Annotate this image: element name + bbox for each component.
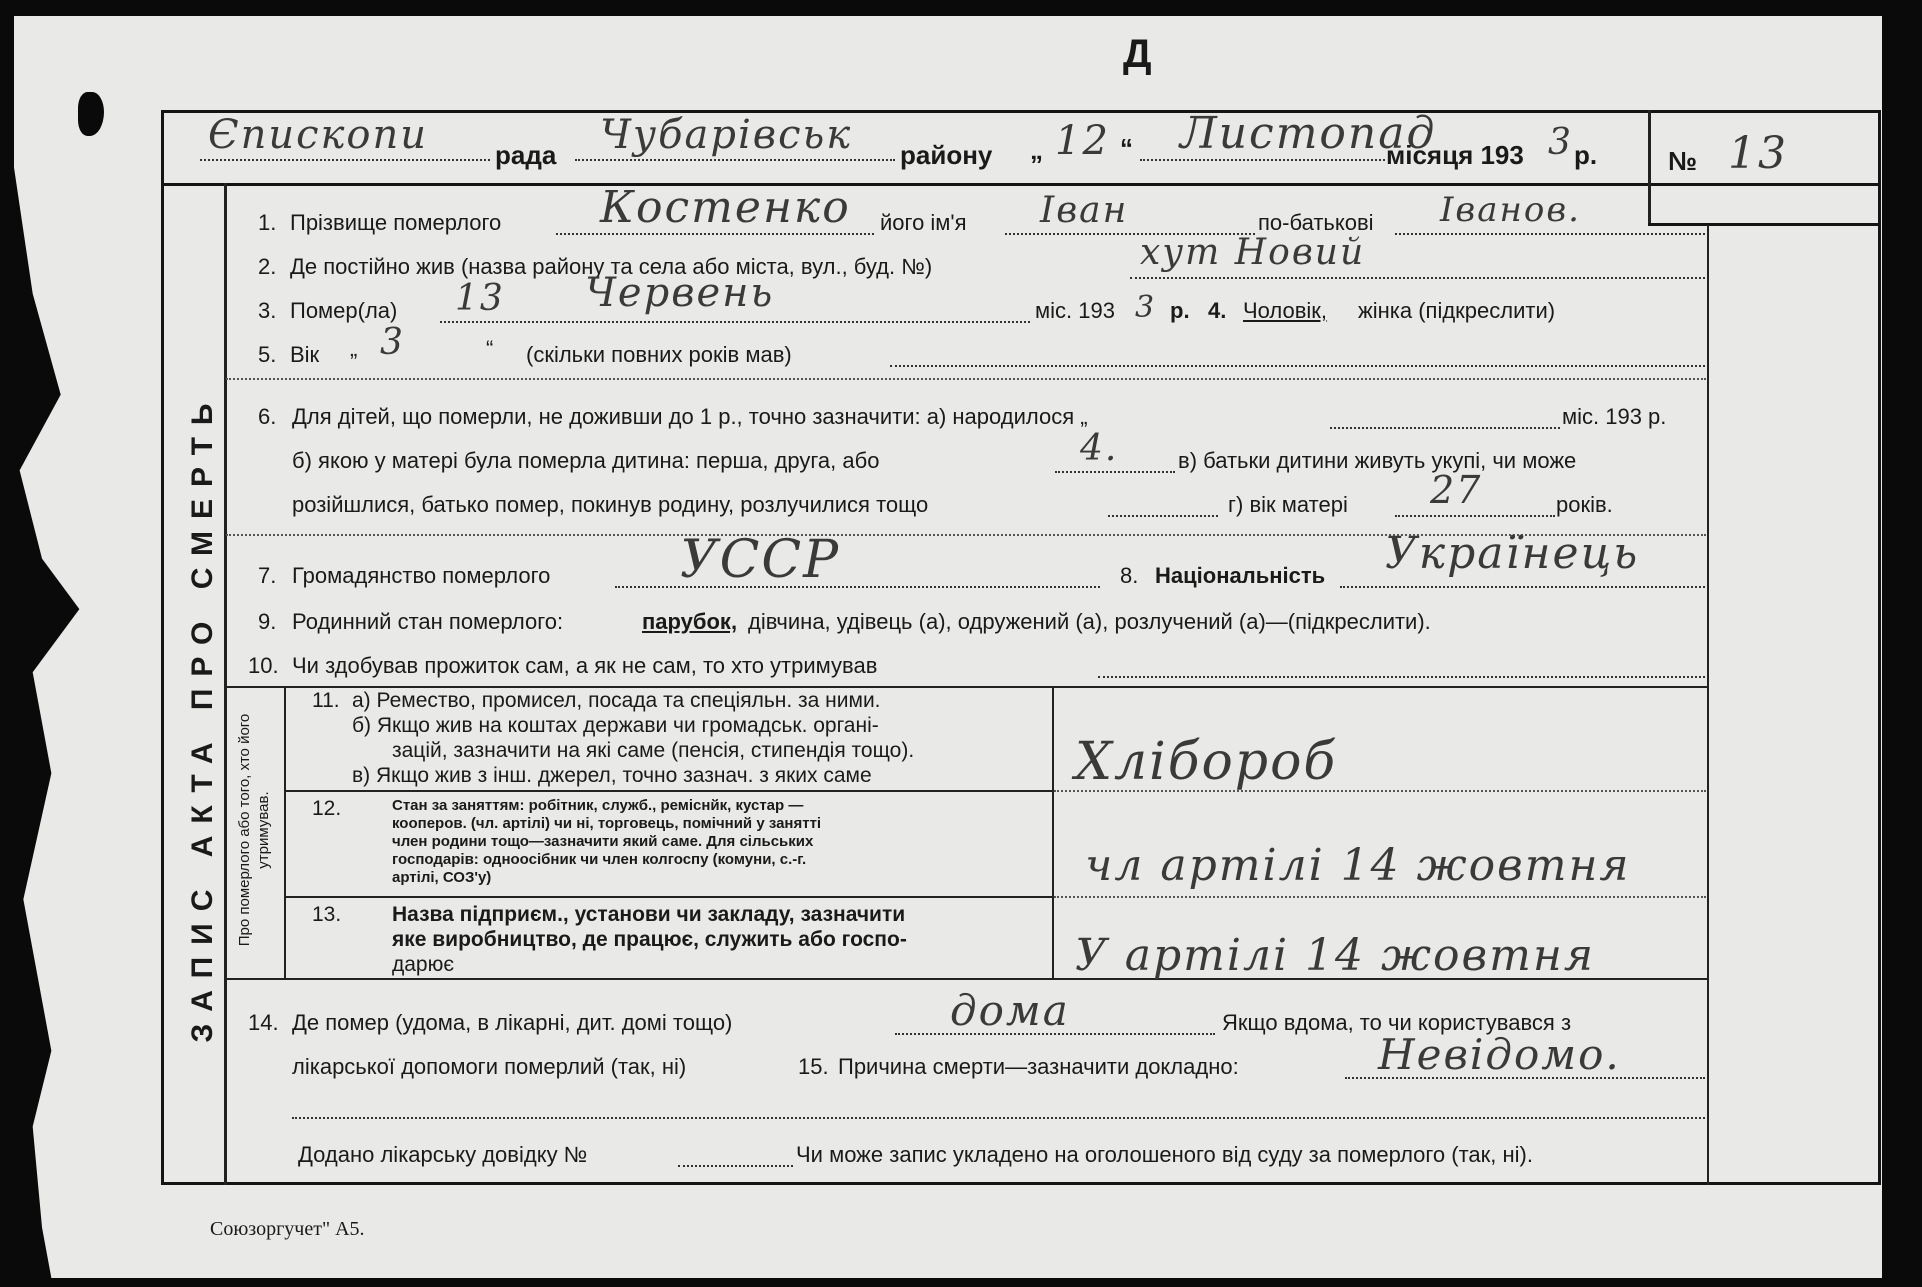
row6-dots-d [1395, 514, 1555, 517]
row1-hand-name: Іван [1040, 190, 1129, 231]
row14-rest: Якщо вдома, то чи користувався з [1222, 1010, 1572, 1035]
row6-line2a: б) якою у матері була померла дитина: перша, друга, або [292, 448, 880, 473]
row8-dots [1340, 585, 1705, 588]
row6-dots-b [1055, 470, 1175, 473]
row6-num: 6. [258, 404, 277, 429]
row1-hand-surname: Костенко [600, 182, 851, 233]
row4-num: 4. [1208, 298, 1227, 323]
row3-hand-month: Червень [585, 270, 775, 316]
blank-line [292, 1116, 1705, 1119]
row1-patr-label: по-батькові [1258, 210, 1374, 235]
table-mid-line [1052, 686, 1054, 978]
row9-num: 9. [258, 609, 277, 634]
row7-hand: УССР [680, 530, 841, 590]
row2-dots [1130, 276, 1705, 279]
row3-num: 3. [258, 298, 277, 323]
row6-line1: Для дітей, що померли, не доживши до 1 р., точно зазначити: а) народилося „ [292, 404, 1088, 429]
row3-label: Помер(ла) [290, 298, 398, 323]
divider-1 [226, 378, 1706, 380]
row13-hand: У артілі 14 жовтня [1075, 930, 1595, 981]
row5-rest: (скільки повних років мав) [526, 342, 792, 367]
row1-num: 1. [258, 210, 277, 235]
row15-num: 15. [798, 1054, 829, 1079]
row3-hand-day: 13 [455, 278, 505, 319]
row7-label: Громадянство померлого [292, 563, 551, 588]
side-title-text: ЗАПИС АКТА ПРО СМЕРТЬ [186, 391, 219, 1043]
right-inner-border [1707, 225, 1709, 1185]
row5-label: Вік [290, 342, 320, 367]
row8-num: 8. [1120, 563, 1139, 588]
row6-line1-end: міс. 193 р. [1562, 404, 1667, 429]
row12-l4: господарів: одноосібник чи член колгоспу (комуни, с.-г. [392, 851, 807, 868]
row2-label: Де постійно жив (назва району та села або міста, вул., буд. №) [290, 254, 933, 279]
row14-label: Де помер (удома, в лікарні, дит. домі тощо) [292, 1010, 733, 1035]
row14-hand: дома [950, 986, 1070, 1035]
row3-mis: міс. 193 [1035, 298, 1115, 323]
row5-dots [890, 364, 1705, 367]
row6-dots-c [1108, 514, 1218, 517]
row16-dots [678, 1164, 793, 1167]
raion-label: району [900, 140, 993, 170]
rada-label: рада [495, 140, 557, 170]
row4-rest: жінка (підкреслити) [1358, 298, 1556, 323]
year-suffix: р. [1574, 140, 1598, 170]
header-divider [161, 183, 1881, 186]
row12-l3: член родини тощо—зазначити який саме. Для сільських [392, 833, 814, 850]
row16-rest: Чи може запис укладено на оголошеного від суду за померлого (так, ні). [796, 1142, 1533, 1167]
row15-hand: Невідомо. [1378, 1030, 1621, 1079]
row10-dots [1098, 675, 1705, 678]
footer-print: Союзоргучет" А5. [210, 1218, 365, 1240]
row9-label: Родинний стан померлого: [292, 609, 564, 634]
number-box-left [1648, 110, 1651, 225]
row7-num: 7. [258, 563, 277, 588]
month-dots [1140, 158, 1385, 161]
row13-num: 13. [312, 903, 342, 926]
hand-village: Єпископи [208, 112, 429, 158]
row10-num: 10. [248, 653, 279, 678]
row8-label: Національність [1155, 563, 1326, 588]
row6-line2b: в) батьки дитини живуть укупі, чи може [1178, 448, 1577, 473]
side-note [235, 680, 295, 980]
row11-b2: зацій, зазначити на які саме (пенсія, стипендія тощо). [392, 739, 915, 762]
row12-num: 12. [312, 797, 342, 820]
row11-num: 11. [312, 689, 340, 712]
table-row-line-2 [284, 896, 1052, 898]
row12-l2: кооперов. (чл. артілі) чи ні, торговець, помічний у занятті [392, 815, 822, 832]
row5-hand: 3 [380, 322, 405, 363]
row5-quote-b: “ [486, 336, 494, 361]
row14-line2: лікарської допомоги померлий (так, ні) [292, 1054, 687, 1079]
row11-hand: Хлібороб [1075, 732, 1338, 792]
row8-hand: Українець [1385, 528, 1640, 579]
row9-single-underlined: парубок, [642, 609, 738, 634]
row12-l1: Стан за заняттям: робітник, служб., реміснйк, кустар — [392, 797, 804, 814]
row5-num: 5. [258, 342, 277, 367]
row6-hand-child: 4. [1080, 428, 1119, 469]
row6-line3a: розійшлися, батько помер, покинув родину, розлучилися тощо [292, 492, 929, 517]
row13-l2: яке виробництво, де працює, служить або госпо- [392, 928, 907, 951]
row11-c: в) Якщо жив з інш. джерел, точно зазнач. з яких саме [352, 764, 872, 787]
row12-l5: артілі, СОЗ'у) [392, 869, 492, 886]
hand-raion: Чубарівськ [600, 112, 853, 158]
row15-label: Причина смерти—зазначити докладно: [838, 1054, 1239, 1079]
quote-open: „ [1030, 135, 1043, 165]
row6-line3c: років. [1556, 492, 1613, 517]
row13-l3: дарює [392, 953, 455, 976]
form-letter: Д [1123, 32, 1152, 76]
hand-day: 12 [1055, 118, 1110, 164]
raion-dots [575, 158, 895, 161]
table-row-line-1 [284, 790, 1052, 792]
row12-hand: чл артілі 14 жовтня [1085, 840, 1631, 891]
row4-male-underlined: Чоловік, [1243, 298, 1328, 323]
row3-dots [440, 320, 1030, 323]
month-label: місяця 193 [1386, 140, 1524, 170]
row3-hand-year: 3 [1135, 290, 1157, 325]
row1-dots-c [1395, 232, 1705, 235]
row11-a: а) Ремество, промисел, посада та спеціяльн. за ними. [352, 689, 881, 712]
number-box-bottom [1648, 223, 1881, 226]
row2-hand: хут Новий [1140, 232, 1366, 273]
row16-label: Додано лікарську довідку № [298, 1142, 588, 1167]
row1-label: Прізвище померлого [290, 210, 502, 235]
row14-num: 14. [248, 1010, 279, 1035]
row10-label: Чи здобував прожиток сам, а як не сам, то хто утримував [292, 653, 878, 678]
row9-rest: дівчина, удівець (а), одружений (а), розлучений (а)—(підкреслити). [748, 609, 1431, 634]
number-label: № [1668, 146, 1697, 176]
row3-r: р. [1170, 298, 1190, 323]
row5-quote-a: „ [350, 336, 358, 361]
village-dots [200, 158, 490, 161]
hand-number: 13 [1728, 128, 1788, 179]
table-right-line-2 [1054, 896, 1706, 898]
row2-num: 2. [258, 254, 277, 279]
row11-b1: б) Якщо жив на коштах держави чи громадськ. органі- [352, 714, 879, 737]
row6-hand-age: 27 [1430, 468, 1483, 512]
hand-year: 3 [1548, 122, 1573, 163]
quote-close: “ [1120, 133, 1133, 163]
hand-month: Листопад [1180, 108, 1437, 159]
row6-dots-a [1330, 426, 1560, 429]
row6-line3b: г) вік матері [1228, 492, 1348, 517]
row1-name-label: його ім'я [880, 210, 967, 235]
row13-l1: Назва підприєм., установи чи закладу, зазначити [392, 903, 906, 926]
row1-hand-patr: Іванов. [1440, 190, 1581, 230]
side-note-text: Про померлого або того, хто його утримував. [236, 713, 272, 947]
